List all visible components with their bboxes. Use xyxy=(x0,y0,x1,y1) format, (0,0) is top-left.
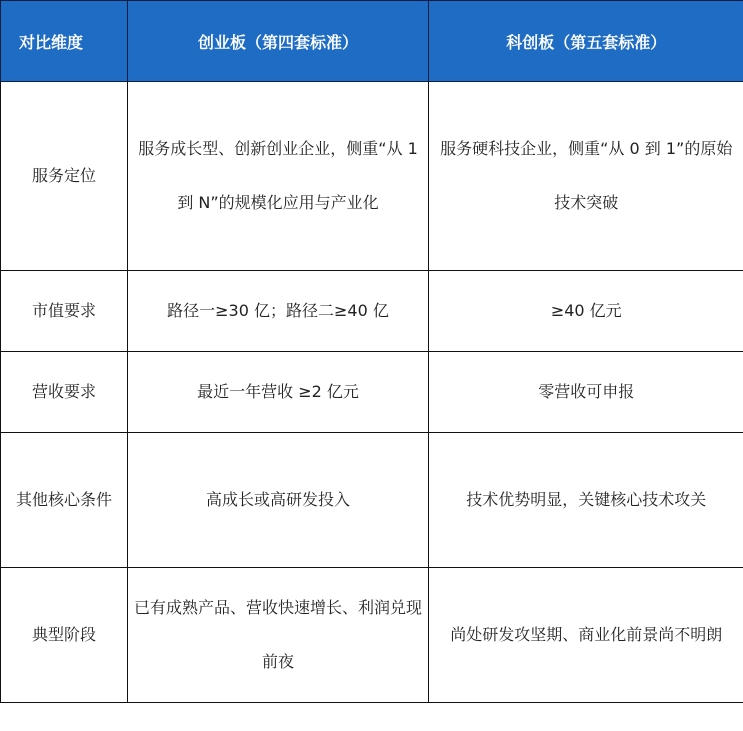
row-chinext-cell: 路径一≥30 亿；路径二≥40 亿 xyxy=(128,271,429,352)
row-star-cell: 服务硬科技企业，侧重“从 0 到 1”的原始技术突破 xyxy=(429,82,743,271)
header-dimension: 对比维度 xyxy=(1,1,128,82)
table-row xyxy=(1,568,743,703)
table-row xyxy=(1,433,743,568)
row-chinext-cell: 高成长或高研发投入 xyxy=(128,433,429,568)
row-dimension: 服务定位 xyxy=(1,82,128,271)
header-chinext: 创业板（第四套标准） xyxy=(128,1,429,82)
row-star-cell: 尚处研发攻坚期、商业化前景尚不明朗 xyxy=(429,568,743,703)
row-star-cell: 零营收可申报 xyxy=(429,352,743,433)
row-chinext-cell: 最近一年营收 ≥2 亿元 xyxy=(128,352,429,433)
row-chinext-cell: 服务成长型、创新创业企业，侧重“从 1 到 N”的规模化应用与产业化 xyxy=(128,82,429,271)
table-row xyxy=(1,352,743,433)
row-star-cell: ≥40 亿元 xyxy=(429,271,743,352)
row-dimension: 市值要求 xyxy=(1,271,128,352)
row-dimension: 营收要求 xyxy=(1,352,128,433)
table-row xyxy=(1,82,743,271)
row-dimension: 其他核心条件 xyxy=(1,433,128,568)
row-chinext-cell: 已有成熟产品、营收快速增长、利润兑现前夜 xyxy=(128,568,429,703)
row-star-cell: 技术优势明显，关键核心技术攻关 xyxy=(429,433,743,568)
header-star-market: 科创板（第五套标准） xyxy=(429,1,743,82)
table-row xyxy=(1,271,743,352)
table-header-row xyxy=(1,1,743,82)
row-dimension: 典型阶段 xyxy=(1,568,128,703)
